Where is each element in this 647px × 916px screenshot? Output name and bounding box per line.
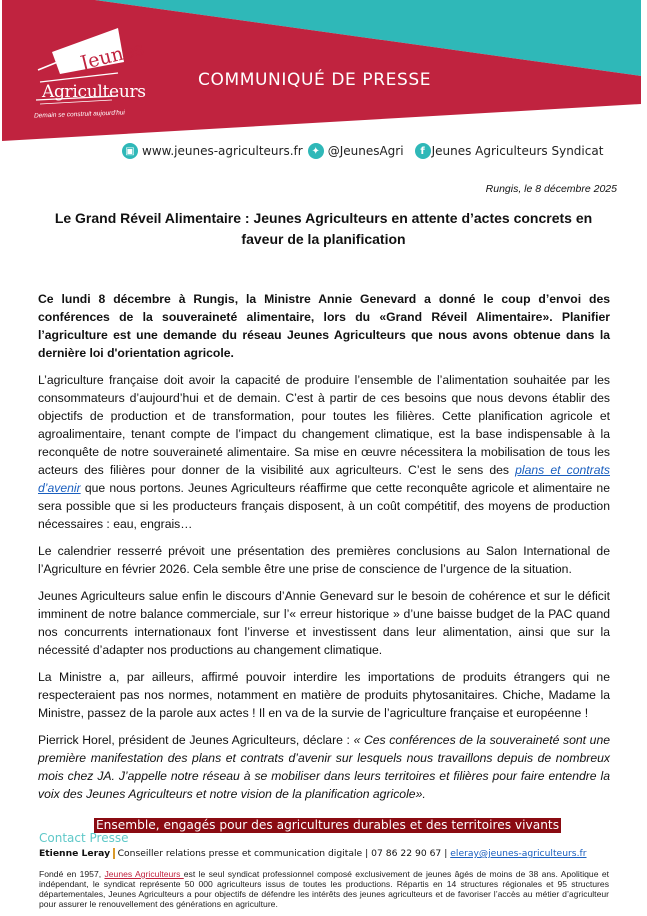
social-facebook-label[interactable]: Jeunes Agriculteurs Syndicat — [431, 144, 604, 158]
social-twitter[interactable] — [308, 143, 404, 159]
social-facebook[interactable] — [415, 143, 604, 159]
quote-text: « Ces conférences de la souveraineté sont une première manifestation des plans et contrats d’avenir sur lesquels nous travaillons depuis de nombreux mois chez JA. J’appelle notre réseau à se mobiliser dans leurs territoires et filières pour faire entendre la voix des Jeunes Agriculteurs et notre vision de la planification agricole». — [38, 733, 610, 801]
footer-org-link[interactable]: Jeunes Agriculteurs — [104, 869, 184, 879]
article-body — [38, 290, 610, 812]
web-icon: ▣ — [122, 143, 138, 159]
contact-separator-2: | — [444, 848, 448, 859]
social-links — [122, 143, 608, 159]
logo-text-agriculteurs: Agriculteurs — [42, 82, 146, 102]
paragraph-5 — [38, 731, 610, 803]
contact-title: Contact Presse — [39, 831, 129, 845]
social-twitter-label[interactable]: @JeunesAgri — [327, 144, 404, 158]
headline: Le Grand Réveil Alimentaire : Jeunes Agriculteurs en attente d’actes concrets en faveur de la planification — [54, 210, 593, 247]
logo-tagline: Demain se construit aujourd'hui — [33, 109, 125, 120]
contact-name: Etienne Leray — [39, 848, 111, 859]
contact-divider — [113, 848, 115, 859]
facebook-icon: f — [415, 143, 431, 159]
plans-contrats-link[interactable]: plans et contrats d’avenir — [38, 463, 610, 495]
paragraph-3: Jeunes Agriculteurs salue enfin le discours d’Annie Genevard sur le besoin de cohérence et sur le déficit imminent de notre balance commerciale, sur l’« erreur historique » d’une baisse budget de la PAC quand nos concurrents internationaux font l’inverse et investissent dans leur alimentation, ainsi que sur la nécessité d’adapter nos productions au changement climatique. — [38, 589, 610, 657]
contact-email-link[interactable]: eleray@jeunes-agriculteurs.fr — [450, 848, 587, 859]
quote-intro: Pierrick Horel, président de Jeunes Agriculteurs, déclare : — [38, 733, 354, 747]
social-website-label[interactable]: www.jeunes-agriculteurs.fr — [142, 144, 303, 158]
contact-phone: 07 86 22 90 67 — [371, 848, 442, 859]
paragraph-2: Le calendrier resserré prévoit une présentation des premières conclusions au Salon International de l’Agriculture en février 2026. Cela semble être une prise de conscience de l’urgence de la situation. — [38, 544, 610, 576]
logo — [28, 28, 158, 128]
header-banner — [0, 0, 647, 145]
contact-details — [39, 847, 587, 860]
lead-paragraph: Ce lundi 8 décembre à Rungis, la Ministre Annie Genevard a donné le coup d’envoi des conférences de la souveraineté alimentaire, lors du «Grand Réveil Alimentaire». Planifier l’agriculture est une demande du réseau Jeunes Agriculteurs que nous avons obtenue dans la dernière loi d'orientation agricole. — [38, 292, 610, 360]
release-date: Rungis, le 8 décembre 2025 — [485, 183, 617, 195]
footer-text-b: est le seul syndicat professionnel composé exclusivement de jeunes âgés de moins de 38 ans. Apolitique et indépendant, le syndicat représente 50 000 agriculteurs issus de toutes les productions. Répartis en 14 structures régionales et 95 structures départementales, Jeunes Agriculteurs a pour objectifs de défendre les intérêts des jeunes agriculteurs et de favoriser l’accès au métier d’agriculteur pour assurer le renouvellement des générations en agriculture. — [39, 869, 609, 909]
slogan-text: Ensemble, engagés pour des agricultures durables et des territoires vivants — [95, 818, 560, 832]
press-release-title: COMMUNIQUÉ DE PRESSE — [198, 70, 432, 90]
slogan-banner — [0, 816, 647, 831]
contact-separator-1: | — [365, 848, 369, 859]
footer-text-a: Fondé en 1957, — [39, 869, 105, 879]
paragraph-4: La Ministre a, par ailleurs, affirmé pouvoir interdire les importations de produits étrangers qui ne respecteraient pas nos normes, notamment en matière de produits phytosanitaires. Chiche, Madame la Ministre, passez de la parole aux actes ! Il en va de la survie de l’agriculture française et européenne ! — [38, 670, 610, 720]
logo-text-jeunes: Jeunes — [78, 37, 147, 75]
about-footer — [39, 869, 609, 909]
paragraph-1-text-a: L’agriculture française doit avoir la capacité de produire l’ensemble de l’alimentation souhaitée par les consommateurs d’aujourd’hui et de demain. C’est à partir de ces besoins que nous devons établir des objectifs de production et de transformation, pour toutes les filières. Cette planification agricole et agroalimentaire, tenant compte de l’impact du changement climatique, est la base indispensable à la reconquête de notre souveraineté alimentaire. Sa mise en œuvre nécessitera la mobilisation de tous les acteurs des filières pour donner de la visibilité aux agriculteurs. C’est le sens des — [38, 373, 610, 477]
paragraph-1 — [38, 371, 610, 533]
paragraph-1-text-b: que nous portons. Jeunes Agriculteurs réaffirme que cette reconquête agricole et alimentaire ne sera possible que si les producteurs français disposent, à un coût compétitif, des moyens de production nécessaires : eau, engrais… — [38, 481, 610, 531]
twitter-icon: ✦ — [308, 143, 324, 159]
social-website[interactable] — [122, 143, 303, 159]
contact-role: Conseiller relations presse et communication digitale — [117, 848, 363, 859]
